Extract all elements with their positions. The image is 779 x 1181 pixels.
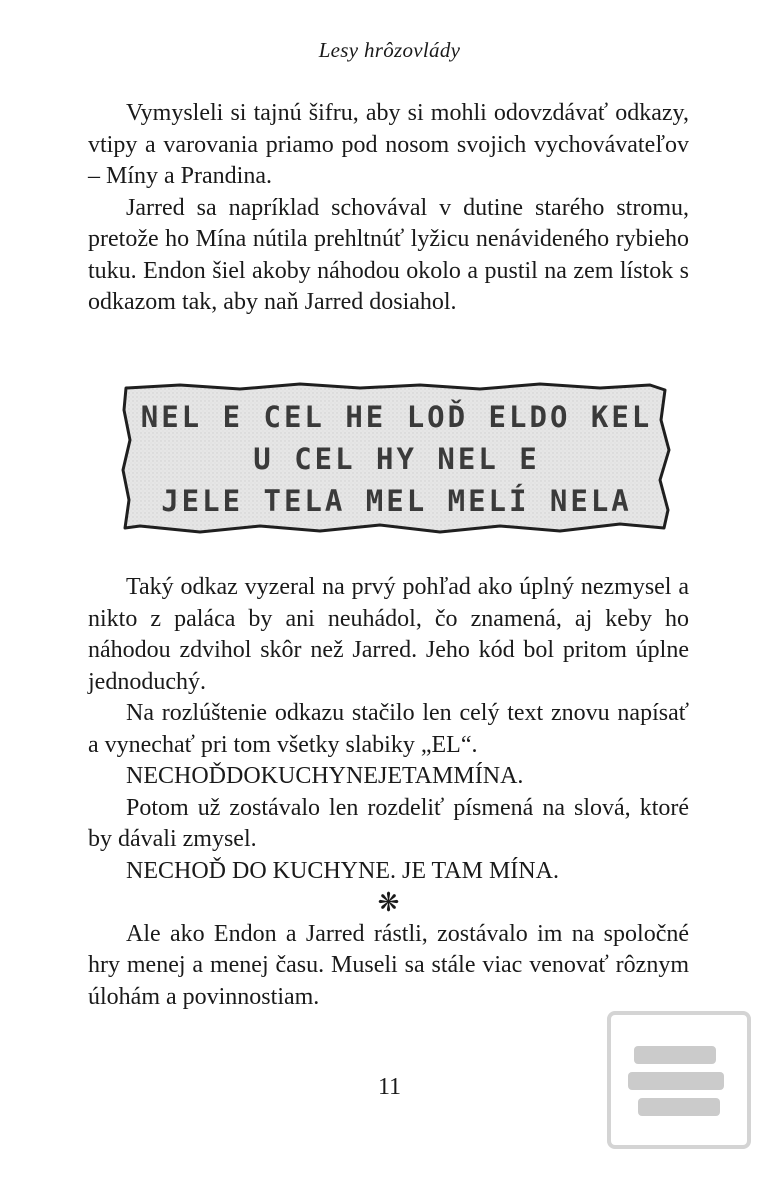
- cipher-note: [120, 380, 673, 540]
- page-number: 11: [377, 1074, 402, 1100]
- text-block-top: [88, 98, 689, 319]
- paragraph: Na rozlúštenie odkazu stačilo len celý text znovu napísať a vynechať pri tom všetky slabiky „EL“.: [88, 700, 689, 758]
- cipher-line: JELE TELA MEL MELÍ NELA: [161, 484, 632, 518]
- paragraph: Taký odkaz vyzeral na prvý pohľad ako úplný nezmysel a nikto z paláca by ani neuhádol, čo znamená, aj keby ho náhodou zdvihol skôr než Jarred. Jeho kód bol pritom úplne jednoduchý.: [88, 574, 689, 695]
- paragraph: Vymysleli si tajnú šifru, aby si mohli odovzdávať odkazy, vtipy a varovania priamo pod nosom svojich vychovávateľov – Míny a Prandina.: [88, 100, 689, 189]
- text-block-bottom: [88, 572, 689, 1013]
- paragraph: Potom už zostávalo len rozdeliť písmená na slová, ktoré by dávali zmysel.: [88, 794, 689, 852]
- paragraph: Ale ako Endon a Jarred rástli, zostávalo im na spoločné hry menej a menej času. Museli sa stále viac venovať rôznym úlohám a povinnostiam.: [88, 920, 689, 1010]
- paragraph-cipher-decoded: NECHOĎ DO KUCHYNE. JE TAM MÍNA.: [126, 857, 559, 884]
- paragraph-cipher-joined: NECHOĎDOKUCHYNEJETAMMÍNA.: [126, 763, 524, 789]
- cipher-line: NEL E CEL HE LOĎ ELDO KEL: [140, 400, 653, 434]
- running-head: Lesy hrôzovlády: [318, 38, 461, 62]
- paragraph: Jarred sa napríklad schovával v dutine starého stromu, pretože ho Mína nútila prehltnúť lyžicu nenávideného rybieho tuku. Endon šiel akoby náhodou okolo a pustil na zem lístok s odkazom tak, aby naň Jarred dosiahol.: [88, 194, 689, 315]
- cipher-text: [120, 396, 673, 522]
- books-stack-icon: [606, 1010, 752, 1150]
- cipher-line: U CEL HY NEL E: [253, 442, 540, 476]
- section-separator: ❋: [377, 888, 400, 917]
